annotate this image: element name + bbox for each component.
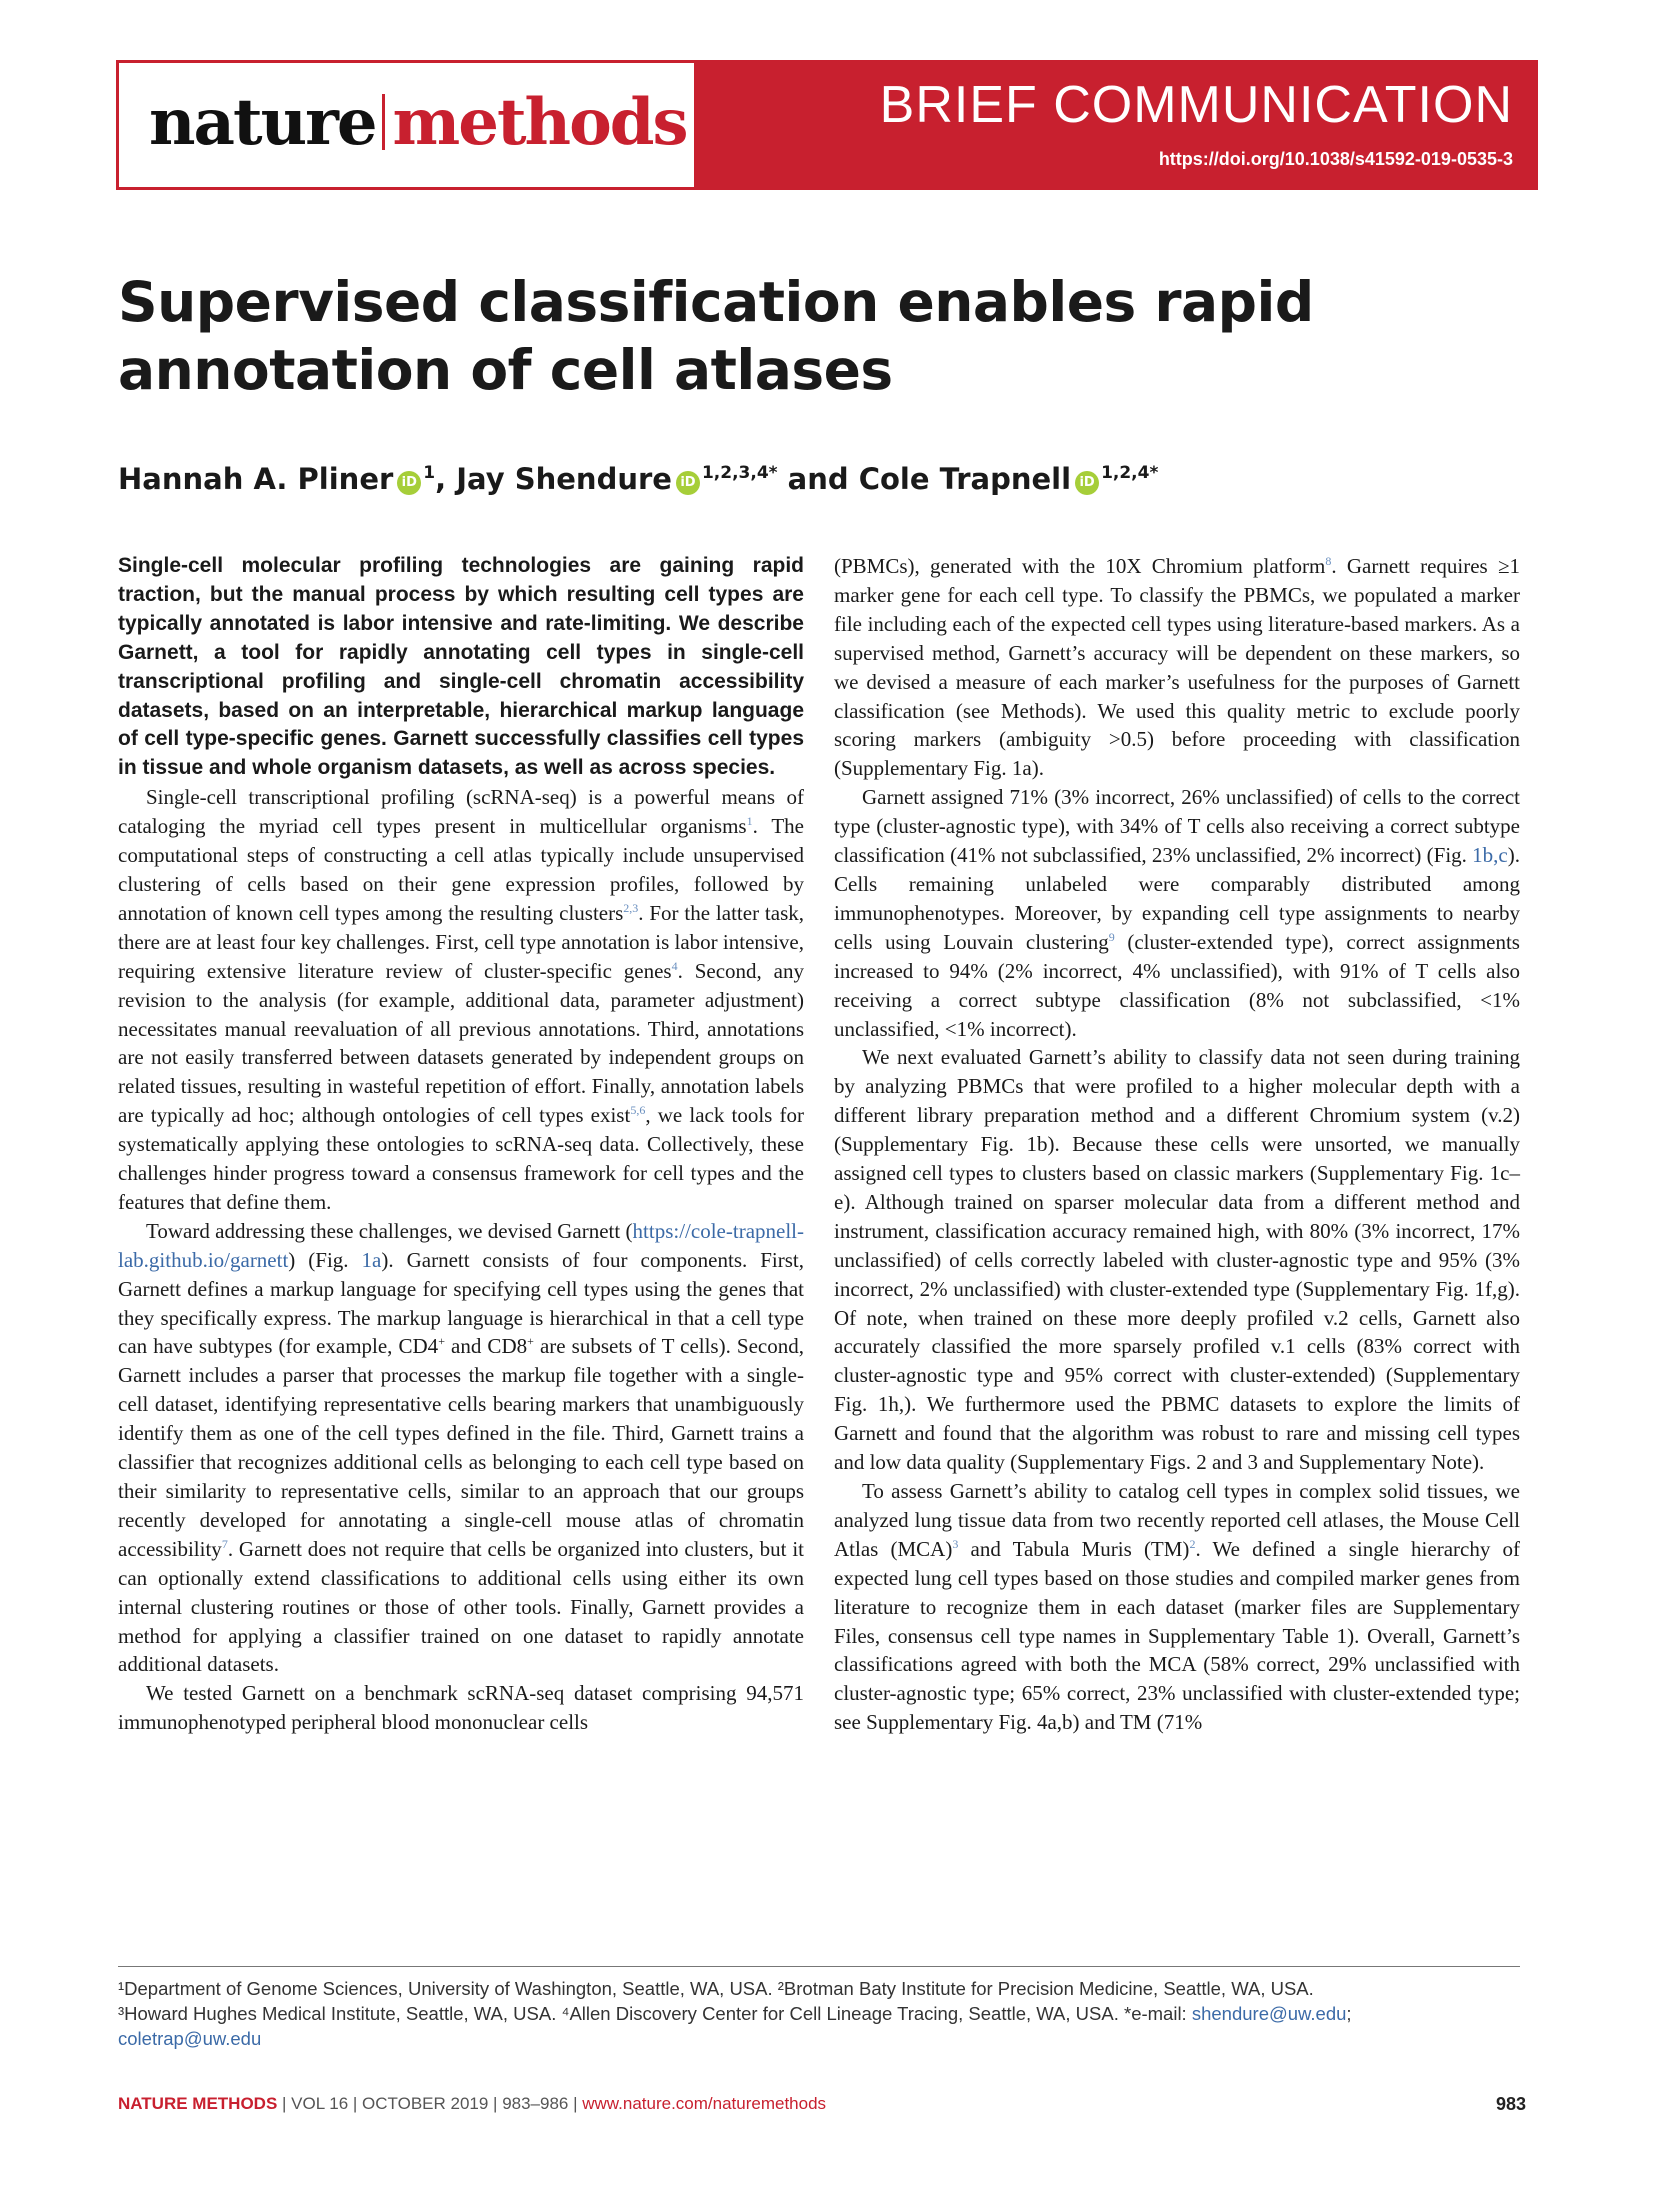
- citation-ref[interactable]: 2,3: [623, 900, 639, 915]
- journal-logo[interactable]: [149, 85, 687, 160]
- body-paragraph: [834, 1043, 1520, 1477]
- citation-ref[interactable]: 1: [746, 814, 753, 829]
- orcid-icon[interactable]: iD: [397, 471, 421, 495]
- author-name: Jay Shendure: [456, 462, 672, 496]
- citation-ref[interactable]: 8: [1325, 554, 1332, 568]
- inline-link[interactable]: https://cole-trapnell-lab.github.io/garnett: [118, 1218, 804, 1272]
- citation-ref[interactable]: 4: [671, 958, 678, 973]
- author-separator: ,: [435, 462, 457, 496]
- affiliation-line-3: [118, 2026, 1538, 2051]
- citation-ref[interactable]: 7: [221, 1536, 228, 1551]
- text-run: and Tabula Muris (TM): [958, 1536, 1190, 1561]
- body-paragraph: [118, 1679, 804, 1737]
- article-type-label: BRIEF COMMUNICATION: [879, 76, 1513, 134]
- logo-methods: methods: [392, 85, 687, 160]
- citation-ref[interactable]: 2: [1189, 1536, 1196, 1551]
- body-paragraph: [118, 783, 804, 1217]
- inline-link[interactable]: 1b,c: [1472, 843, 1508, 868]
- abstract: Single-cell molecular profiling technologies are gaining rapid traction, but the manual process by which resulting cell types are typically annotated is labor intensive and rate-limiting. We describe Garnett, a tool for rapidly annotating cell types in single-cell transcriptional profiling and single-cell chromatin accessibility datasets, based on an interpretable, hierarchical markup language of cell type-specific genes. Garnett successfully classifies cell types in tissue and whole organism datasets, as well as across species.: [118, 554, 804, 780]
- text-run: (cluster-extended type), correct assignments increased to 94% (2% incorrect, 4% unclassified), with 91% of T cells also receiving a correct subtype classification (8% not subclassified, <1% unclassified, <1% incorrect).: [834, 929, 1520, 1041]
- text-run: ). Cells remaining unlabeled were comparably distributed among immunophenotypes. Moreover, by expanding cell type assignments to nearby cells using Louvain clustering: [834, 843, 1520, 954]
- text-run: and CD8: [444, 1334, 528, 1359]
- superscript: +: [527, 1334, 534, 1349]
- left-column: [118, 552, 804, 1737]
- text-run: , we lack tools for systematically applying these ontologies to scRNA-seq data. Collectively, these challenges hinder progress toward a consensus framework for cell types and the features that define them.: [118, 1103, 804, 1214]
- body-paragraph: [118, 1217, 804, 1680]
- author-affiliation-marker: 1,2,3,4*: [701, 463, 778, 483]
- logo-box: [119, 63, 694, 187]
- text-run: are subsets of T cells). Second, Garnett includes a parser that processes the markup file together with a single-cell dataset, identifying representative cells bearing markers that unambiguously identify them as one of the cell types defined in the file. Third, Garnett trains a classifier that recognizes additional cells as belonging to each cell type based on their similarity to representative cells, similar to an approach that our groups recently developed for annotating a single-cell mouse atlas of chromatin accessibility: [118, 1334, 804, 1561]
- author-separator: and: [777, 462, 859, 496]
- citation-ref[interactable]: 5,6: [630, 1103, 646, 1118]
- text-run: . The computational steps of constructing a cell atlas typically include unsupervised clustering of cells based on their gene expression profiles, followed by annotation of known cell types among the resulting clusters: [118, 814, 804, 925]
- text-run: ). Garnett consists of four components. First, Garnett defines a markup language for specifying cell types using the genes that they specifically express. The markup language is hierarchical in that a cell type can have subtypes (for example, CD4: [118, 1247, 804, 1359]
- author-name: Cole Trapnell: [858, 462, 1072, 496]
- affiliations-footnote: [118, 1976, 1538, 2051]
- body-paragraph: [834, 1477, 1520, 1737]
- text-run: . For the latter task, there are at least four key challenges. First, cell type annotation is labor intensive, requiring extensive literature review of cluster-specific genes: [118, 900, 804, 983]
- footer-journal-url[interactable]: www.nature.com/naturemethods: [582, 2094, 827, 2113]
- doi-link[interactable]: https://doi.org/10.1038/s41592-019-0535-3: [1158, 149, 1513, 169]
- journal-masthead: [116, 60, 1538, 190]
- text-run: . Garnett does not require that cells be organized into clusters, but it can optionally extend classifications to additional cells using either its own internal clustering routines or those of other tools. Finally, Garnett provides a method for applying a classifier trained on one dataset to rapidly annotate additional datasets.: [118, 1536, 804, 1677]
- email-link-coletrap[interactable]: coletrap@uw.edu: [118, 2028, 262, 2049]
- author-list: [118, 462, 1158, 496]
- text-run: (PBMCs), generated with the 10X Chromium platform: [834, 554, 1326, 578]
- email-separator: ;: [1346, 2003, 1352, 2024]
- right-column: [834, 552, 1520, 1737]
- left-body-text: [118, 783, 804, 1737]
- superscript: +: [438, 1334, 445, 1349]
- inline-link[interactable]: 1a: [361, 1247, 382, 1272]
- logo-divider: [382, 94, 385, 150]
- text-run: Toward addressing these challenges, we devised Garnett (: [146, 1218, 633, 1243]
- author-affiliation-marker: 1,2,4*: [1101, 463, 1159, 483]
- text-run: . We defined a single hierarchy of expected lung cell types based on those studies and compiled marker genes from literature to recognize them in each dataset (marker files are Supplementary Files, consensus cell type names in Supplementary Table 1). Overall, Garnett’s classifications agreed with both the MCA (58% correct, 29% unclassified with cluster-agnostic type; 65% correct, 23% unclassified with cluster-extended type; see Supplementary Fig. 4a,b) and TM (71%: [834, 1536, 1520, 1735]
- footnote-divider: [118, 1966, 1520, 1967]
- footer-journal: NATURE METHODS: [118, 2094, 278, 2113]
- article-title: Supervised classification enables rapid annotation of cell atlases: [118, 270, 1314, 402]
- body-paragraph: [834, 552, 1520, 783]
- citation-ref[interactable]: 9: [1108, 929, 1115, 944]
- author-affiliation-marker: 1: [423, 463, 436, 483]
- page-number: 983: [1495, 2094, 1526, 2114]
- orcid-icon[interactable]: iD: [676, 471, 700, 495]
- affiliation-line-1: ¹Department of Genome Sciences, University of Washington, Seattle, WA, USA. ²Brotman Baty Institute for Precision Medicine, Seattle, WA, USA.: [118, 1978, 1314, 1999]
- email-link-shendure[interactable]: shendure@uw.edu: [1191, 2003, 1347, 2024]
- affiliation-line-2: [118, 2001, 1538, 2026]
- text-run: We tested Garnett on a benchmark scRNA-seq dataset comprising 94,571 immunophenotyped peripheral blood mononuclear cells: [118, 1681, 804, 1735]
- author-name: Hannah A. Pliner: [118, 462, 394, 496]
- right-body-text: [834, 552, 1520, 1737]
- body-paragraph: [834, 783, 1520, 1043]
- text-run: Single-cell transcriptional profiling (scRNA-seq) is a powerful means of cataloging the myriad cell types present in multicellular organisms: [118, 785, 804, 839]
- orcid-icon[interactable]: iD: [1075, 471, 1099, 495]
- text-run: We next evaluated Garnett’s ability to classify data not seen during training by analyzing PBMCs that were profiled to a higher molecular depth with a different library preparation method and a different Chromium system (v.2) (Supplementary Fig. 1b). Because these cells were unsorted, we manually assigned cell types to clusters based on classic markers (Supplementary Fig. 1c–e). Although trained on sparser molecular data from a different method and instrument, classification accuracy remained high, with 80% (3% incorrect, 17% unclassified) of cells correctly labeled with cluster-agnostic type and 95% (3% incorrect, 2% unclassified) with cluster-extended type (Supplementary Fig. 1f,g). Of note, when trained on these more deeply profiled v.2 cells, Garnett also accurately classified the more sparsely profiled v.1 cells (83% correct with cluster-agnostic type and 95% correct with cluster-extended) (Supplementary Fig. 1h,). We furthermore used the PBMC datasets to explore the limits of Garnett and found that the algorithm was robust to rare and missing cell types and low data quality (Supplementary Figs. 2 and 3 and Supplementary Note).: [834, 1045, 1520, 1475]
- page-footer: [118, 2094, 826, 2114]
- text-run: To assess Garnett’s ability to catalog cell types in complex solid tissues, we analyzed lung tissue data from two recently reported cell atlases, the Mouse Cell Atlas (MCA): [834, 1479, 1520, 1561]
- text-run: ) (Fig.: [288, 1247, 362, 1272]
- text-run: . Second, any revision to the analysis (for example, additional data, parameter adjustment) necessitates manual reevaluation of all previous annotations. Third, annotations are not easily transferred between datasets generated by independent groups on related tissues, resulting in wasteful repetition of effort. Finally, annotation labels are typically ad hoc; although ontologies of cell types exist: [118, 958, 804, 1128]
- affiliation-line-2-text: ³Howard Hughes Medical Institute, Seattle, WA, USA. ⁴Allen Discovery Center for Cell Lineage Tracing, Seattle, WA, USA. *e-mail:: [118, 2003, 1192, 2024]
- logo-nature: nature: [149, 85, 376, 160]
- citation-ref[interactable]: 3: [952, 1536, 959, 1551]
- footer-volume-info: | VOL 16 | OCTOBER 2019 | 983–986 |: [277, 2094, 583, 2113]
- text-run: . Garnett requires ≥1 marker gene for each cell type. To classify the PBMCs, we populated a marker file including each of the expected cell types using literature-based markers. As a supervised method, Garnett’s accuracy will be dependent on these markers, so we devised a measure of each marker’s usefulness for the purposes of Garnett classification (see Methods). We used this quality metric to exclude poorly scoring markers (ambiguity >0.5) before proceeding with classification (Supplementary Fig. 1a).: [834, 554, 1520, 781]
- text-run: Garnett assigned 71% (3% incorrect, 26% unclassified) of cells to the correct type (cluster-agnostic type), with 34% of T cells also receiving a correct subtype classification (41% not subclassified, 23% unclassified, 2% incorrect) (Fig.: [834, 785, 1520, 868]
